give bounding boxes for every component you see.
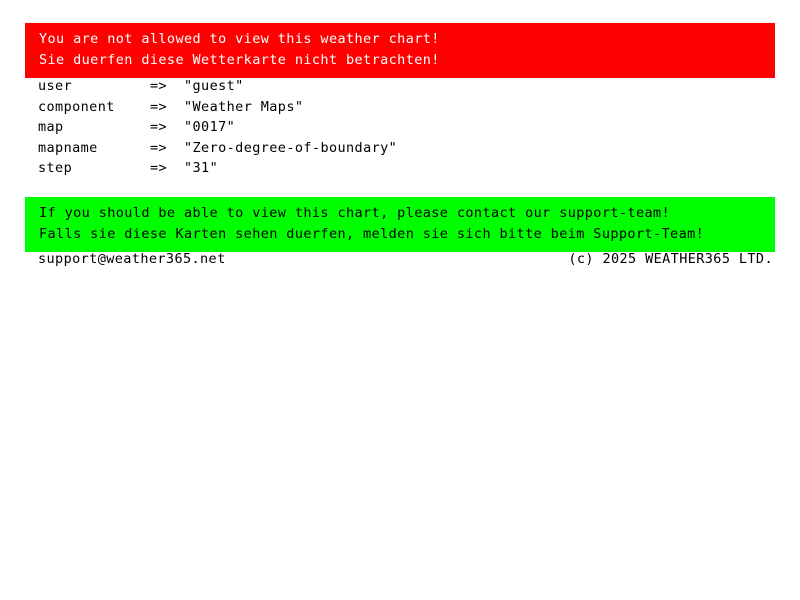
footer [38, 251, 773, 267]
detail-key-component: component [38, 98, 115, 115]
detail-arrow: => [150, 139, 168, 156]
detail-key-mapname: mapname [38, 139, 98, 156]
error-banner-line-de: Sie duerfen diese Wetterkarte nicht betrachten! [39, 52, 440, 68]
detail-value-step: "31" [184, 160, 219, 176]
info-banner [25, 197, 775, 252]
detail-key-step: step [38, 160, 73, 176]
table-row [38, 161, 397, 182]
detail-key-map: map [38, 119, 64, 135]
info-banner-line-de: Falls sie diese Karten sehen duerfen, melden sie sich bitte beim Support-Team! [39, 226, 705, 242]
detail-arrow: => [150, 119, 168, 135]
detail-value-map: "0017" [184, 119, 236, 135]
request-details-table [38, 79, 397, 182]
support-email-link[interactable]: support@weather365.net [38, 251, 226, 267]
detail-arrow: => [150, 160, 168, 176]
error-banner [25, 23, 775, 78]
detail-value-mapname: "Zero-degree-of-boundary" [184, 139, 398, 156]
detail-arrow: => [150, 98, 168, 115]
info-banner-line-en: If you should be able to view this chart, please contact our support-team! [39, 205, 671, 221]
copyright-text: (c) 2025 WEATHER365 LTD. [568, 251, 773, 267]
detail-value-component: "Weather Maps" [184, 98, 304, 115]
table-row [38, 100, 397, 121]
table-row [38, 120, 397, 141]
detail-arrow: => [150, 78, 168, 94]
error-banner-line-en: You are not allowed to view this weather chart! [39, 31, 440, 47]
detail-key-user: user [38, 78, 73, 94]
table-row [38, 79, 397, 100]
table-row [38, 141, 397, 162]
detail-value-user: "guest" [184, 78, 244, 94]
